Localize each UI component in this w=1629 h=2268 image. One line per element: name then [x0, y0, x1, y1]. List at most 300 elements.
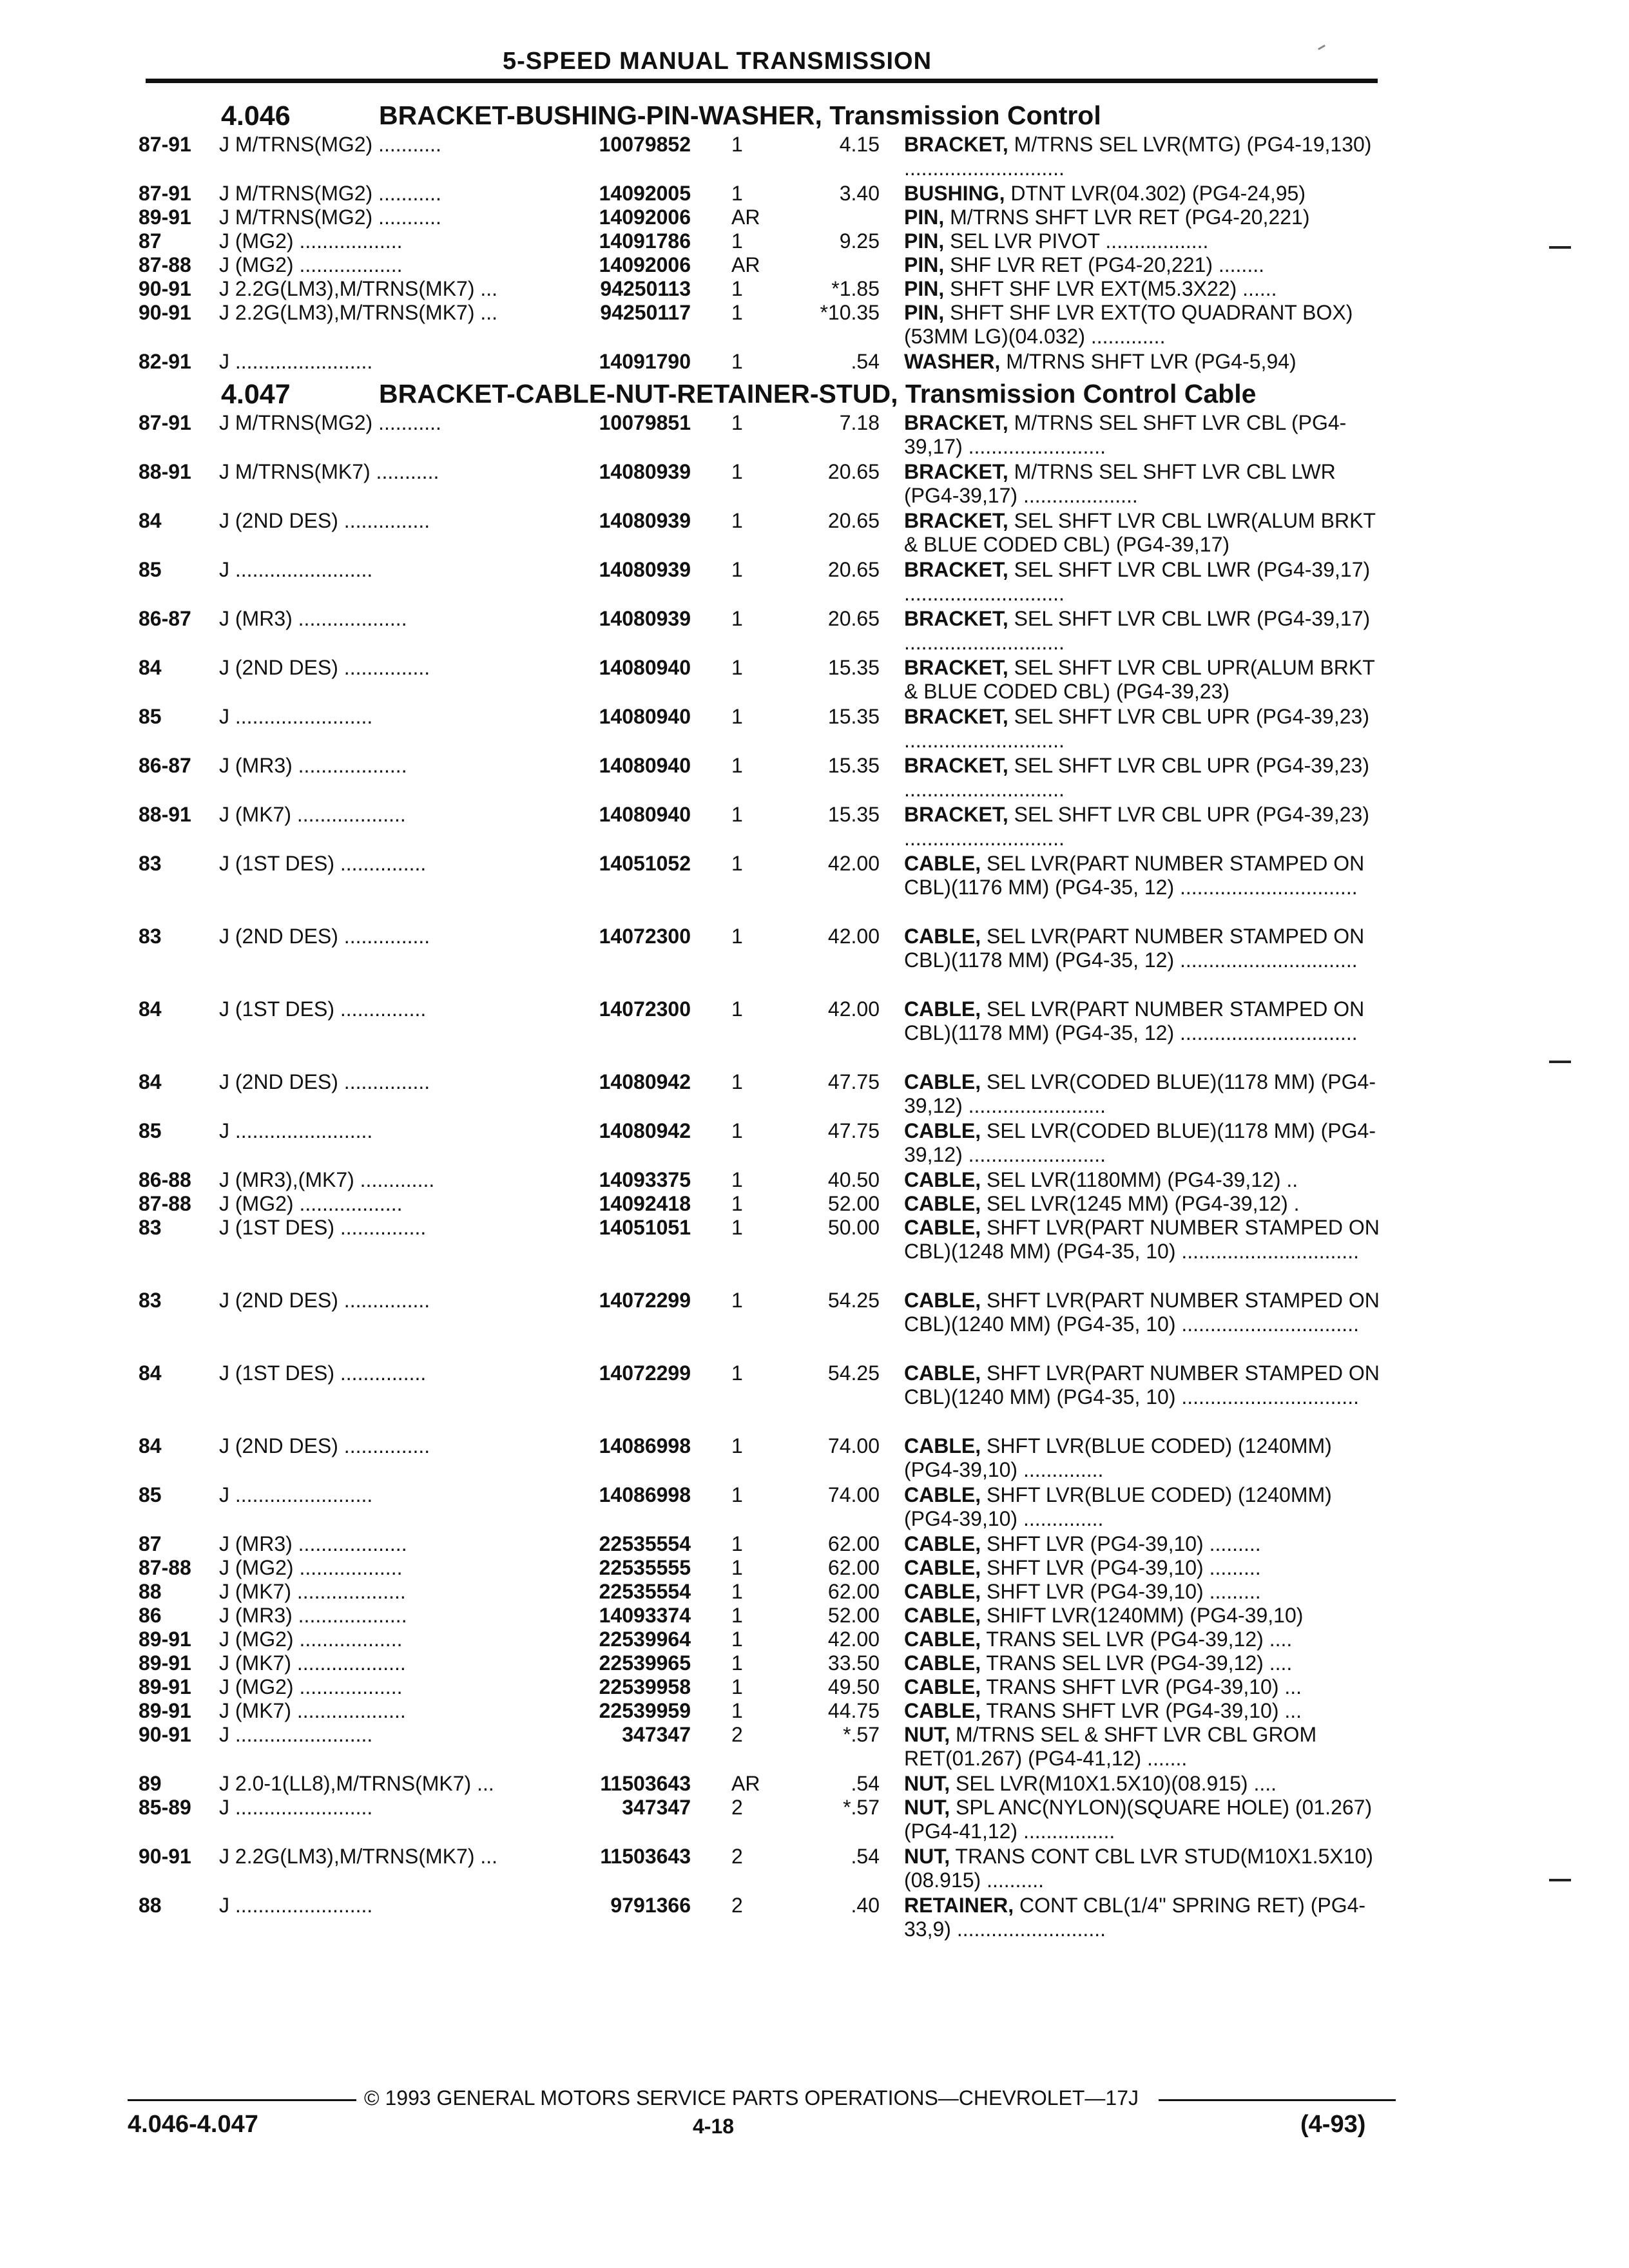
description-text: TRANS SEL LVR (PG4-39,12) .... — [986, 1651, 1293, 1675]
model-years: 83 — [139, 1289, 162, 1312]
section-header — [139, 374, 1385, 411]
quantity: 1 — [731, 1675, 743, 1698]
description — [904, 705, 1387, 753]
description-text: SEL SHFT LVR CBL LWR(ALUM BRKT & BLUE CODED CBL) (PG4-39,17) — [904, 509, 1376, 556]
footer-section-range: 4.046-4.047 — [128, 2111, 258, 2138]
description-part-name: WASHER, — [904, 350, 1001, 373]
part-row — [139, 852, 1385, 925]
quantity: 1 — [731, 1216, 743, 1239]
description-spacer — [981, 1216, 987, 1239]
part-number: 22535554 — [599, 1532, 691, 1555]
price: 42.00 — [827, 925, 880, 948]
quantity: 1 — [731, 1699, 743, 1722]
description — [904, 1699, 1387, 1723]
model-years: 87 — [139, 1532, 162, 1555]
description-spacer — [944, 277, 950, 300]
quantity: 1 — [731, 1628, 743, 1651]
quantity: 1 — [731, 1532, 743, 1555]
application: J (MG2) .................. — [219, 229, 403, 253]
part-row — [139, 1483, 1385, 1532]
quantity: 1 — [731, 301, 743, 324]
part-row — [139, 1723, 1385, 1772]
quantity: 1 — [731, 1119, 743, 1142]
part-number: 94250117 — [600, 301, 691, 324]
description — [904, 277, 1387, 301]
description-spacer — [981, 1483, 987, 1506]
description-text: SEL LVR PIVOT .................. — [950, 229, 1209, 253]
description-spacer — [981, 852, 987, 875]
model-years: 87-88 — [139, 1192, 191, 1215]
price: 20.65 — [827, 607, 880, 630]
description-spacer — [981, 1556, 987, 1579]
price: *.57 — [843, 1796, 880, 1819]
description-part-name: PIN, — [904, 229, 945, 253]
stray-mark — [1318, 44, 1325, 50]
price: 4.15 — [839, 133, 880, 156]
application: J (2ND DES) ............... — [219, 656, 430, 679]
footer-page-number: 4-18 — [693, 2115, 735, 2138]
application: J 2.0-1(LL8),M/TRNS(MK7) ... — [219, 1772, 494, 1795]
part-row — [139, 1361, 1385, 1434]
part-row — [139, 277, 1385, 301]
description-part-name: CABLE, — [904, 1289, 981, 1312]
section-header — [139, 95, 1385, 133]
part-number: 14092418 — [599, 1192, 691, 1215]
model-years: 85 — [139, 1483, 162, 1506]
part-row — [139, 1168, 1385, 1192]
application: J 2.2G(LM3),M/TRNS(MK7) ... — [219, 277, 498, 300]
description — [904, 253, 1387, 277]
description — [904, 133, 1387, 180]
application: J 2.2G(LM3),M/TRNS(MK7) ... — [219, 301, 498, 324]
price: 52.00 — [827, 1604, 880, 1627]
part-number: 22539958 — [599, 1675, 691, 1698]
quantity: 1 — [731, 509, 743, 532]
description-text: SEL LVR(PART NUMBER STAMPED ON CBL)(1176 MM) (PG4-35, 12) ............................... — [904, 852, 1365, 899]
description-text: SEL SHFT LVR CBL UPR(ALUM BRKT & BLUE CODED CBL) (PG4-39,23) — [904, 656, 1375, 703]
part-number: 11503643 — [600, 1772, 691, 1795]
application: J (MG2) .................. — [219, 1192, 403, 1215]
description-part-name: BRACKET, — [904, 803, 1008, 826]
quantity: 2 — [731, 1845, 743, 1868]
part-number: 14072300 — [599, 997, 691, 1021]
description-spacer — [981, 1532, 987, 1555]
description-text: CONT CBL(1/4" SPRING RET) (PG4-33,9) .......................... — [904, 1894, 1366, 1941]
description-spacer — [1014, 1894, 1019, 1917]
description-part-name: CABLE, — [904, 1434, 981, 1457]
price: 15.35 — [827, 656, 880, 679]
description-part-name: BRACKET, — [904, 656, 1008, 679]
margin-tick — [1549, 246, 1571, 249]
description-spacer — [981, 1168, 987, 1191]
application: J (MG2) .................. — [219, 253, 403, 276]
description — [904, 1894, 1387, 1941]
description — [904, 1796, 1387, 1843]
part-row — [139, 925, 1385, 997]
description-text: SEL SHFT LVR CBL UPR (PG4-39,23) ............................ — [904, 754, 1369, 801]
quantity: 1 — [731, 1434, 743, 1457]
description-part-name: BRACKET, — [904, 509, 1008, 532]
model-years: 88-91 — [139, 803, 191, 826]
description-part-name: CABLE, — [904, 1483, 981, 1506]
model-years: 87-88 — [139, 1556, 191, 1579]
description — [904, 1119, 1387, 1167]
model-years: 89-91 — [139, 1675, 191, 1698]
application: J ........................ — [219, 1483, 373, 1506]
description-part-name: CABLE, — [904, 1532, 981, 1555]
description — [904, 1361, 1387, 1409]
description-text: SEL LVR(PART NUMBER STAMPED ON CBL)(1178 MM) (PG4-35, 12) ............................... — [904, 925, 1365, 972]
description — [904, 509, 1387, 557]
description-part-name: BRACKET, — [904, 558, 1008, 581]
model-years: 86-88 — [139, 1168, 191, 1191]
description-part-name: BUSHING, — [904, 182, 1005, 205]
description-part-name: CABLE, — [904, 1651, 981, 1675]
model-years: 87-91 — [139, 133, 191, 156]
section-title: BRACKET-BUSHING-PIN-WASHER, Transmission Control — [379, 101, 1101, 130]
model-years: 84 — [139, 509, 162, 532]
description — [904, 182, 1387, 206]
part-number: 14072299 — [599, 1289, 691, 1312]
description-spacer — [1008, 133, 1014, 156]
price: 33.50 — [827, 1651, 880, 1675]
quantity: 1 — [731, 411, 743, 434]
part-row — [139, 1604, 1385, 1628]
description-text: M/TRNS SEL LVR(MTG) (PG4-19,130) ............................ — [904, 133, 1372, 180]
price: *1.85 — [831, 277, 880, 300]
description — [904, 411, 1387, 459]
description-spacer — [981, 1289, 987, 1312]
application: J (1ST DES) ............... — [219, 852, 427, 875]
description-part-name: NUT, — [904, 1796, 950, 1819]
description-part-name: BRACKET, — [904, 460, 1008, 483]
description-spacer — [1008, 803, 1014, 826]
description — [904, 1216, 1387, 1264]
description-spacer — [950, 1723, 956, 1746]
price: 62.00 — [827, 1556, 880, 1579]
description-text: SHFT LVR(BLUE CODED) (1240MM) (PG4-39,10) .............. — [904, 1483, 1332, 1530]
description-part-name: CABLE, — [904, 1699, 981, 1722]
application: J ........................ — [219, 1723, 373, 1746]
model-years: 89-91 — [139, 1628, 191, 1651]
description-spacer — [944, 301, 950, 324]
description-text: SEL SHFT LVR CBL LWR (PG4-39,17) ............................ — [904, 558, 1371, 605]
description-part-name: CABLE, — [904, 1168, 981, 1191]
model-years: 89-91 — [139, 206, 191, 229]
section-title: BRACKET-CABLE-NUT-RETAINER-STUD, Transmission Control Cable — [379, 379, 1257, 408]
description-spacer — [981, 1604, 987, 1627]
description-part-name: CABLE, — [904, 925, 981, 948]
model-years: 83 — [139, 852, 162, 875]
quantity: 1 — [731, 852, 743, 875]
description — [904, 852, 1387, 899]
price: 40.50 — [827, 1168, 880, 1191]
part-number: 347347 — [622, 1796, 691, 1819]
quantity: 1 — [731, 1168, 743, 1191]
description — [904, 1070, 1387, 1118]
part-number: 14080942 — [599, 1070, 691, 1093]
page-title: 5-SPEED MANUAL TRANSMISSION — [503, 48, 932, 75]
part-row — [139, 705, 1385, 754]
price: 74.00 — [827, 1434, 880, 1457]
part-row — [139, 229, 1385, 253]
description-text: SEL SHFT LVR CBL UPR (PG4-39,23) ............................ — [904, 803, 1369, 850]
application: J (MG2) .................. — [219, 1675, 403, 1698]
part-number: 14051051 — [599, 1216, 691, 1239]
price: 20.65 — [827, 558, 880, 581]
description — [904, 1845, 1387, 1892]
part-row — [139, 607, 1385, 656]
application: J (MK7) ................... — [219, 803, 406, 826]
part-row — [139, 1192, 1385, 1216]
description-spacer — [981, 997, 987, 1021]
description-text: M/TRNS SEL SHFT LVR CBL (PG4-39,17) ........................ — [904, 411, 1347, 458]
description-spacer — [981, 1580, 987, 1603]
quantity: 1 — [731, 1483, 743, 1506]
description-text: SHFT LVR(BLUE CODED) (1240MM) (PG4-39,10) .............. — [904, 1434, 1332, 1481]
price: 47.75 — [827, 1119, 880, 1142]
quantity: 1 — [731, 558, 743, 581]
model-years: 88 — [139, 1580, 162, 1603]
quantity: 1 — [731, 229, 743, 253]
model-years: 88 — [139, 1894, 162, 1917]
part-number: 14072299 — [599, 1361, 691, 1385]
quantity: 1 — [731, 925, 743, 948]
quantity: 1 — [731, 803, 743, 826]
quantity: 1 — [731, 1289, 743, 1312]
price: 42.00 — [827, 1628, 880, 1651]
price: 15.35 — [827, 803, 880, 826]
application: J (2ND DES) ............... — [219, 925, 430, 948]
part-number: 22539965 — [599, 1651, 691, 1675]
application: J 2.2G(LM3),M/TRNS(MK7) ... — [219, 1845, 498, 1868]
description-spacer — [1005, 182, 1010, 205]
price: 9.25 — [839, 229, 880, 253]
application: J (MR3) ................... — [219, 607, 407, 630]
model-years: 86-87 — [139, 754, 191, 777]
description-part-name: PIN, — [904, 206, 945, 229]
description-part-name: CABLE, — [904, 1216, 981, 1239]
model-years: 88-91 — [139, 460, 191, 483]
description — [904, 1532, 1387, 1556]
description-spacer — [1008, 656, 1014, 679]
part-row — [139, 1894, 1385, 1943]
model-years: 85-89 — [139, 1796, 191, 1819]
description-text: SEL LVR(M10X1.5X10)(08.915) .... — [956, 1772, 1277, 1795]
description-part-name: CABLE, — [904, 1604, 981, 1627]
description-text: SEL LVR(PART NUMBER STAMPED ON CBL)(1178 MM) (PG4-35, 12) ............................... — [904, 997, 1365, 1044]
quantity: 1 — [731, 705, 743, 728]
quantity: 1 — [731, 133, 743, 156]
quantity: AR — [731, 206, 760, 229]
description-text: SHF LVR RET (PG4-20,221) ........ — [950, 253, 1264, 276]
application: J (MK7) ................... — [219, 1651, 406, 1675]
description — [904, 925, 1387, 972]
description-part-name: CABLE, — [904, 1675, 981, 1698]
price: 54.25 — [827, 1361, 880, 1385]
description-text: SHFT LVR (PG4-39,10) ......... — [987, 1556, 1261, 1579]
quantity: 1 — [731, 1192, 743, 1215]
description-part-name: CABLE, — [904, 1628, 981, 1651]
application: J ........................ — [219, 705, 373, 728]
description-text: TRANS SEL LVR (PG4-39,12) .... — [986, 1628, 1293, 1651]
part-row — [139, 1289, 1385, 1361]
part-number: 14092006 — [599, 253, 691, 276]
part-number: 10079852 — [599, 133, 691, 156]
parts-list — [139, 95, 1385, 1943]
price: .40 — [851, 1894, 880, 1917]
model-years: 89-91 — [139, 1651, 191, 1675]
description-spacer — [981, 925, 987, 948]
description-spacer — [981, 1119, 987, 1142]
quantity: 1 — [731, 754, 743, 777]
application: J (MR3) ................... — [219, 1532, 407, 1555]
description — [904, 1651, 1387, 1675]
application: J (2ND DES) ............... — [219, 509, 430, 532]
description-text: SHIFT LVR(1240MM) (PG4-39,10) — [987, 1604, 1304, 1627]
price: 7.18 — [839, 411, 880, 434]
application: J (MK7) ................... — [219, 1580, 406, 1603]
part-number: 14080942 — [599, 1119, 691, 1142]
part-row — [139, 803, 1385, 852]
description-part-name: CABLE, — [904, 1556, 981, 1579]
part-row — [139, 133, 1385, 182]
application: J (2ND DES) ............... — [219, 1070, 430, 1093]
part-row — [139, 1556, 1385, 1580]
price: .54 — [851, 1845, 880, 1868]
model-years: 90-91 — [139, 277, 191, 300]
description — [904, 754, 1387, 802]
model-years: 89-91 — [139, 1699, 191, 1722]
quantity: 1 — [731, 277, 743, 300]
description-spacer — [1000, 350, 1006, 373]
description-spacer — [1008, 754, 1014, 777]
part-row — [139, 1845, 1385, 1894]
description-text: TRANS SHFT LVR (PG4-39,10) ... — [986, 1699, 1302, 1722]
description-part-name: CABLE, — [904, 1361, 981, 1385]
description-part-name: BRACKET, — [904, 133, 1008, 156]
description — [904, 206, 1387, 229]
model-years: 90-91 — [139, 1845, 191, 1868]
application: J ........................ — [219, 350, 373, 373]
quantity: AR — [731, 253, 760, 276]
section-number: 4.047 — [221, 379, 291, 410]
model-years: 85 — [139, 705, 162, 728]
description-text: M/TRNS SEL SHFT LVR CBL LWR (PG4-39,17) .................... — [904, 460, 1336, 507]
quantity: 1 — [731, 1556, 743, 1579]
application: J (1ST DES) ............... — [219, 997, 427, 1021]
description-spacer — [1008, 607, 1014, 630]
description — [904, 558, 1387, 606]
price: 62.00 — [827, 1532, 880, 1555]
part-row — [139, 1070, 1385, 1119]
description — [904, 1628, 1387, 1651]
part-number: 14086998 — [599, 1434, 691, 1457]
price: 44.75 — [827, 1699, 880, 1722]
application: J (2ND DES) ............... — [219, 1434, 430, 1457]
price: 3.40 — [839, 182, 880, 205]
description — [904, 350, 1387, 374]
part-number: 22539959 — [599, 1699, 691, 1722]
application: J M/TRNS(MG2) ........... — [219, 206, 441, 229]
model-years: 84 — [139, 656, 162, 679]
part-number: 22535555 — [599, 1556, 691, 1579]
part-number: 14080939 — [599, 460, 691, 483]
part-row — [139, 997, 1385, 1070]
price: 15.35 — [827, 705, 880, 728]
footer-date: (4-93) — [1300, 2111, 1366, 2138]
part-row — [139, 1580, 1385, 1604]
model-years: 86-87 — [139, 607, 191, 630]
application: J (MR3) ................... — [219, 754, 407, 777]
description-spacer — [981, 1192, 987, 1215]
model-years: 84 — [139, 1070, 162, 1093]
description-spacer — [1008, 509, 1014, 532]
part-row — [139, 1434, 1385, 1483]
description — [904, 1604, 1387, 1628]
price: 74.00 — [827, 1483, 880, 1506]
price: 54.25 — [827, 1289, 880, 1312]
description-text: M/TRNS SHFT LVR RET (PG4-20,221) — [950, 206, 1310, 229]
description-part-name: NUT, — [904, 1772, 950, 1795]
description-part-name: PIN, — [904, 277, 945, 300]
description — [904, 1772, 1387, 1796]
model-years: 87 — [139, 229, 162, 253]
price: 52.00 — [827, 1192, 880, 1215]
description-spacer — [944, 253, 950, 276]
model-years: 89 — [139, 1772, 162, 1795]
description — [904, 997, 1387, 1045]
part-number: 10079851 — [599, 411, 691, 434]
application: J ........................ — [219, 1119, 373, 1142]
model-years: 84 — [139, 997, 162, 1021]
quantity: 2 — [731, 1894, 743, 1917]
part-number: 14092005 — [599, 182, 691, 205]
description-text: TRANS SHFT LVR (PG4-39,10) ... — [986, 1675, 1302, 1698]
description — [904, 1434, 1387, 1482]
description-text: DTNT LVR(04.302) (PG4-24,95) — [1010, 182, 1306, 205]
model-years: 87-91 — [139, 182, 191, 205]
description-spacer — [950, 1772, 956, 1795]
price: .54 — [851, 350, 880, 373]
footer-rule-right — [1159, 2099, 1396, 2101]
application: J (MR3),(MK7) ............. — [219, 1168, 435, 1191]
part-row — [139, 509, 1385, 558]
application: J ........................ — [219, 1894, 373, 1917]
application: J (MG2) .................. — [219, 1628, 403, 1651]
application: J M/TRNS(MG2) ........... — [219, 133, 441, 156]
margin-tick — [1549, 1061, 1571, 1063]
application: J M/TRNS(MG2) ........... — [219, 411, 441, 434]
price: *10.35 — [820, 301, 880, 324]
part-number: 14093374 — [599, 1604, 691, 1627]
application: J (1ST DES) ............... — [219, 1361, 427, 1385]
application: J (1ST DES) ............... — [219, 1216, 427, 1239]
description-part-name: CABLE, — [904, 1070, 981, 1093]
description-text: SHFT LVR(PART NUMBER STAMPED ON CBL)(1240 MM) (PG4-35, 10) ............................... — [904, 1361, 1380, 1408]
part-number: 14091790 — [599, 350, 691, 373]
part-number: 22539964 — [599, 1628, 691, 1651]
quantity: 1 — [731, 997, 743, 1021]
description-spacer — [1008, 411, 1014, 434]
model-years: 84 — [139, 1434, 162, 1457]
description-spacer — [944, 229, 950, 253]
quantity: 1 — [731, 1651, 743, 1675]
description — [904, 229, 1387, 253]
application: J (2ND DES) ............... — [219, 1289, 430, 1312]
model-years: 84 — [139, 1361, 162, 1385]
model-years: 85 — [139, 558, 162, 581]
